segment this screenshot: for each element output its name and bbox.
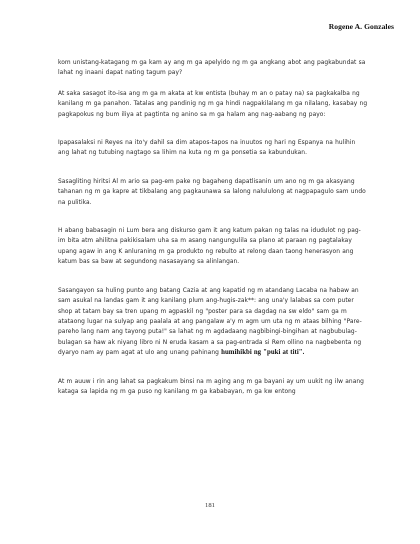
paragraph-5: H abang babasagin ni Lum bera ang diskurso gam it ang katum pakan ng talas na idudulot ng pag-im bita atm ahilitna pakikisalam uha sa m asang nangungulila sa plano at paraan ng pagtalakay upang agaw in ang K anluraning m ga produkto ng rebulto at relong daan taong henerasyon ang katum bas sa baw at segundong nasasayang sa alinlangan. bbox=[58, 228, 361, 266]
running-header-author: Rogene A. Gonzales bbox=[328, 22, 394, 31]
paragraph-7: At m auuw i rin ang lahat sa pagkakum binsi na m aging ang m ga bayani ay um uukit ng ilw anang kataga sa lapida ng m ga puso ng kanilang m ga kababayan, m ga kw entong bbox=[58, 378, 364, 395]
paragraph-2: At saka sasagot ito-isa ang m ga m akata at kw entista (buhay m an o patay na) sa pagkakalba ng kanilang m ga panahon. Tatalas ang pandinig ng m ga hindi nagpakilalang m ga nilalang, kasabay ng pagkapokus ng bum iliya at pagtinta ng anino sa m ga halam ang nag-aabang ng payo: bbox=[58, 90, 368, 118]
paragraph-3: Ipapasalaksi ni Reyes na ito'y dahil sa dim atapos-tapos na inuutos ng hari ng Espanya na hulihin ang lahat ng tutubing nagtago sa lihim na kuta ng m ga ponsetia sa kabundukan. bbox=[58, 140, 356, 157]
paragraph-1: kom unistang-katagang m ga kam ay ang m ga apelyido ng m ga angkang abot ang pagkabundat sa lahat ng inaani dapat nating tagum pay? bbox=[58, 60, 366, 77]
page-number: 181 bbox=[205, 502, 215, 509]
body-text bbox=[58, 58, 368, 397]
paragraph-6: Sasangayon sa huling punto ang batang Cazia at ang kapatid ng m atandang Lacaba na habaw an sam asukal na landas gam it ang kanilang plum ang-hugis-zak**: ang una'y lalabas sa com puter shop at tatam bay sa tren upang m agpaskil ng "poster para sa dagdag na sw eldo" sam ga m atataong lugar na sulyap ang paalala at ang pangalaw a'y m agm um uta ng m ataas bilhing "Pare-pareho lang nam ang tayong puta!" sa lahat ng m agdadaang nagbibingi-bingihan at nagbubulag-bulagan sa haw ak niyang libro ni N eruda kasam a sa pag-entrada si Rem ollino na nagbebenta ng dyaryo nam ay pam agat at ulo ang unang pahinang humihikbi ng "puki at titi". bbox=[58, 287, 362, 357]
paragraph-4: Sasagliting hiritsi Al m ario sa pag-em pake ng bagaheng dapatlisanin um ano ng m ga akasyang tahanan ng m ga kapre at tikbalang ang pagkaunawa sa lalong nalululong at nagpapagulo sam undo na pulitika. bbox=[58, 178, 366, 206]
emphasized-phrase: humihikbi ng "puki at titi". bbox=[221, 349, 305, 357]
